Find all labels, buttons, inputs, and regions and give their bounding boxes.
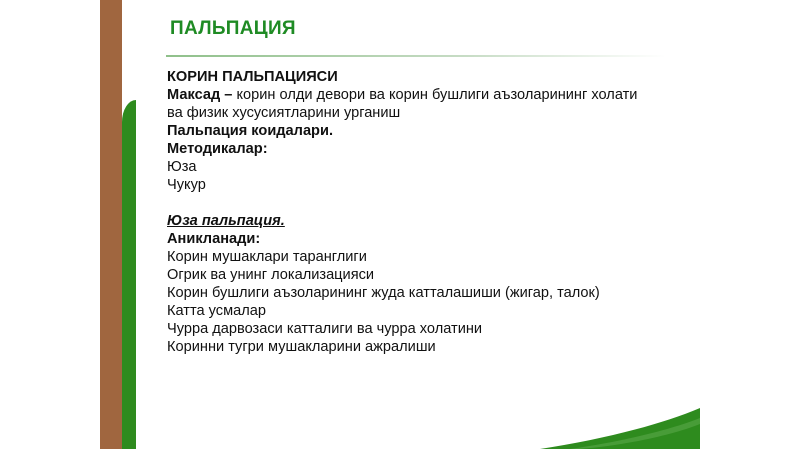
list-item: Корин бушлиги аъзоларининг жуда катталашиши (жигар, талок)	[167, 285, 600, 301]
determined-label: Аникланади:	[167, 231, 261, 247]
slide-title: ПАЛЬПАЦИЯ	[170, 18, 296, 39]
slide-content	[167, 68, 697, 356]
title-divider	[166, 55, 666, 57]
methods-label: Методикалар:	[167, 141, 268, 157]
list-item: Чурра дарвозаси катталиги ва чурра холатини	[167, 321, 483, 337]
decorative-brown-bar	[100, 0, 122, 449]
purpose-text-continued: ва физик хусусиятларини урганиш	[167, 105, 401, 121]
green-wave-shape	[540, 408, 700, 449]
surface-palpation-heading-text: Юза пальпация.	[167, 213, 285, 229]
method-item: Юза	[167, 159, 197, 175]
purpose-paragraph	[167, 86, 697, 104]
purpose-text: корин олди девори ва корин бушлиги аъзоларининг холати	[232, 87, 638, 103]
surface-palpation-heading	[167, 212, 697, 230]
decorative-green-bar	[122, 100, 136, 449]
method-item: Чукур	[167, 177, 206, 193]
list-item: Огрик ва унинг локализацияси	[167, 267, 375, 283]
rules-label: Пальпация коидалари.	[167, 123, 333, 139]
list-item: Корин мушаклари таранглиги	[167, 249, 367, 265]
slide	[100, 0, 700, 449]
purpose-label: Максад –	[167, 87, 233, 103]
spacer	[167, 194, 697, 212]
light-wave-shape	[570, 418, 700, 449]
list-item: Катта усмалар	[167, 303, 266, 319]
section-heading-palpation: КОРИН ПАЛЬПАЦИЯСИ	[167, 69, 338, 85]
list-item: Коринни тугри мушакларини ажралиши	[167, 339, 436, 355]
